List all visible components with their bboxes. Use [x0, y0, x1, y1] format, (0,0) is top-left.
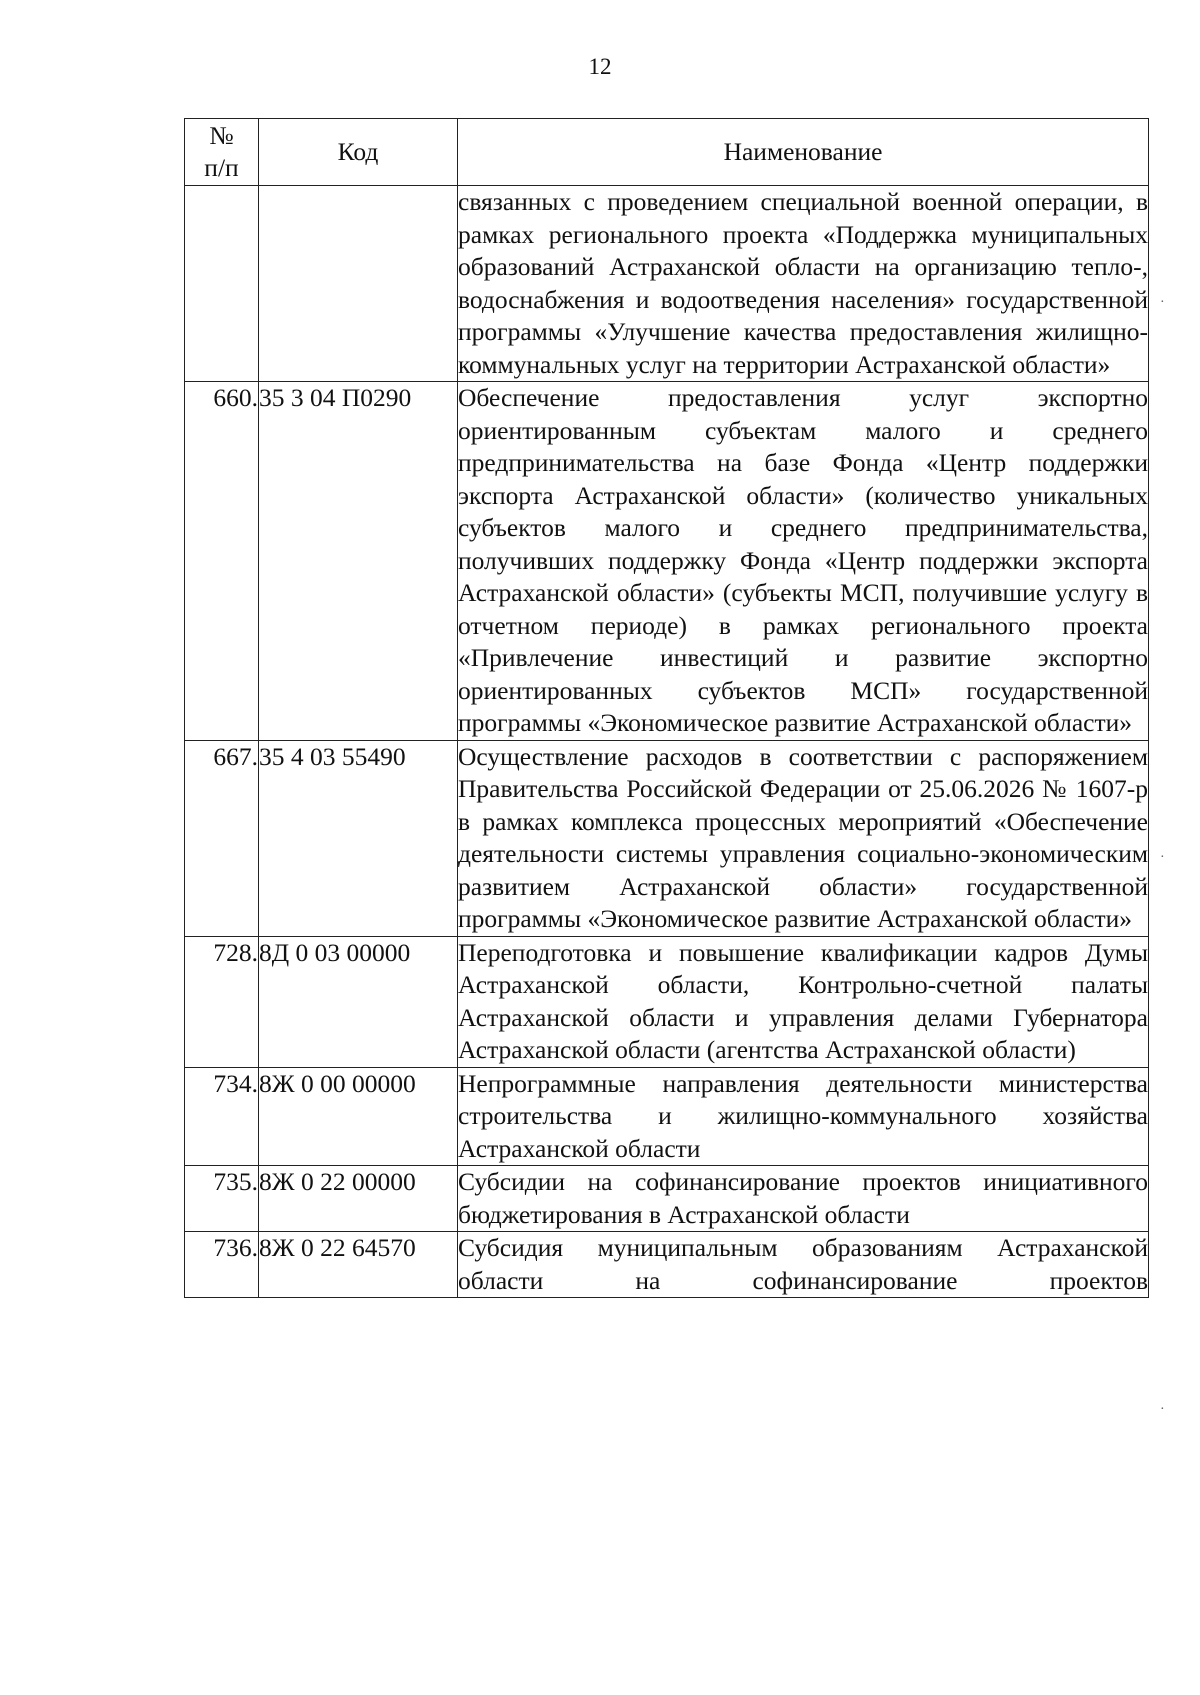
row-name: Субсидии на софинансирование проектов инициативного бюджетирования в Астраханской области: [458, 1166, 1149, 1232]
budget-codes-table: [184, 118, 1149, 1298]
row-name: Обеспечение предоставления услуг экспортно ориентированным субъектам малого и среднего предпринимательства на базе Фонда «Центр поддержки экспорта Астраханской области» (количество уникальных субъектов малого и среднего предпринимательства, получивших поддержку Фонда «Центр поддержки экспорта Астраханской области» (субъекты МСП, получившие услугу в отчетном периоде) в рамках регионального проекта «Привлечение инвестиций и развитие экспортно ориентированных субъектов МСП» государственной программы «Экономическое развитие Астраханской области»: [458, 382, 1149, 741]
row-code: 8Д 0 03 00000: [259, 936, 458, 1067]
row-code: 35 3 04 П0290: [259, 382, 458, 741]
row-number: 667.: [185, 740, 259, 936]
header-number: [185, 119, 259, 186]
table-row: [185, 1232, 1149, 1298]
header-number-label: № п/п: [204, 120, 239, 182]
row-number: [185, 186, 259, 382]
row-code: 8Ж 0 00 00000: [259, 1067, 458, 1166]
table-row: [185, 1067, 1149, 1166]
row-name: Непрограммные направления деятельности министерства строительства и жилищно-коммунального хозяйства Астраханской области: [458, 1067, 1149, 1166]
row-name: Субсидия муниципальным образованиям Астраханской области на софинансирование проектов: [458, 1232, 1149, 1298]
scan-speck: ·: [1160, 1402, 1165, 1417]
row-number: 728.: [185, 936, 259, 1067]
table-row: [185, 186, 1149, 382]
row-number: 734.: [185, 1067, 259, 1166]
row-name: связанных с проведением специальной военной операции, в рамках регионального проекта «Поддержка муниципальных образований Астраханской области на организацию тепло-, водоснабжения и водоотведения населения» государственной программы «Улучшение качества предоставления жилищно-коммунальных услуг на территории Астраханской области»: [458, 186, 1149, 382]
row-name: Переподготовка и повышение квалификации кадров Думы Астраханской области, Контрольно-счетной палаты Астраханской области и управления делами Губернатора Астраханской области (агентства Астраханской области): [458, 936, 1149, 1067]
table-row: [185, 936, 1149, 1067]
table-row: [185, 740, 1149, 936]
table-row: [185, 1166, 1149, 1232]
header-code: Код: [259, 119, 458, 186]
table-row: [185, 382, 1149, 741]
header-name: Наименование: [458, 119, 1149, 186]
table-header-row: [185, 119, 1149, 186]
row-code: 8Ж 0 22 64570: [259, 1232, 458, 1298]
row-code: 35 4 03 55490: [259, 740, 458, 936]
row-name: Осуществление расходов в соответствии с распоряжением Правительства Российской Федерации от 25.06.2026 № 1607-р в рамках комплекса процессных мероприятий «Обеспечение деятельности системы управления социально-экономическим развитием Астраханской области» государственной программы «Экономическое развитие Астраханской области»: [458, 740, 1149, 936]
row-number: 660.: [185, 382, 259, 741]
row-number: 735.: [185, 1166, 259, 1232]
row-code: 8Ж 0 22 00000: [259, 1166, 458, 1232]
row-number: 736.: [185, 1232, 259, 1298]
page-number: 12: [588, 54, 612, 79]
scan-speck: ·: [1160, 295, 1165, 310]
scan-speck: ·: [1160, 850, 1165, 865]
row-code: [259, 186, 458, 382]
